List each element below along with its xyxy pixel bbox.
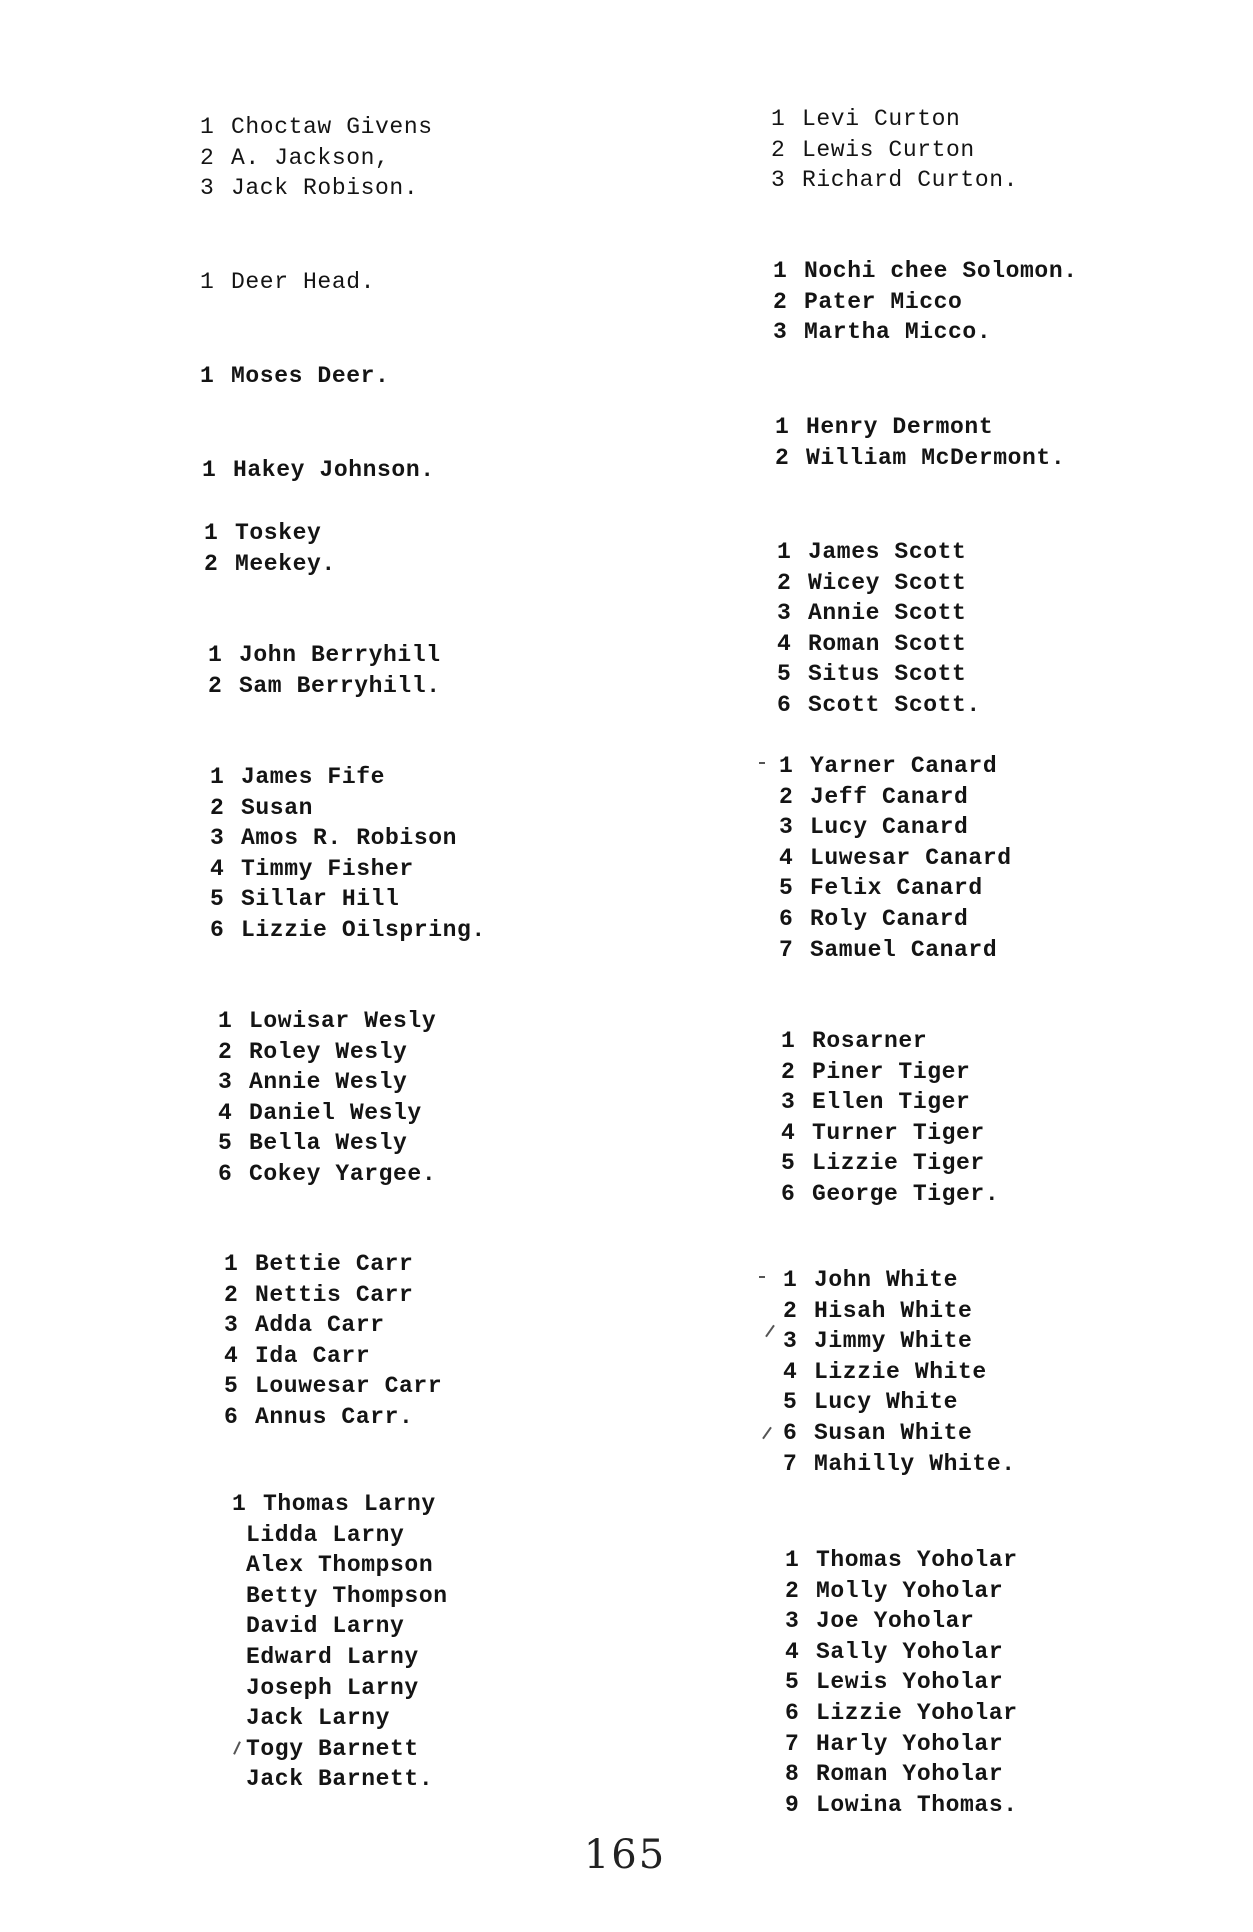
entry-number: 1: [785, 1547, 800, 1573]
entry-number: 1: [200, 114, 215, 140]
entry-name: Sally Yoholar: [816, 1638, 1004, 1665]
entry-name: Samuel Canard: [810, 936, 998, 963]
name-entry: [777, 690, 981, 721]
entry-name: Lucy White: [814, 1389, 959, 1416]
entry-number: 3: [777, 600, 792, 627]
entry-number: 2: [777, 569, 792, 596]
entry-number: 7: [779, 936, 794, 963]
entry-name: Togy Barnett: [246, 1735, 419, 1762]
entry-name: Alex Thompson: [246, 1552, 434, 1579]
entry-name: James Fife: [241, 764, 386, 790]
entry-number: 5: [783, 1389, 798, 1416]
entry-number: 3: [200, 175, 215, 202]
entry-number: 5: [224, 1373, 239, 1400]
name-group: [773, 256, 1078, 348]
entry-number: 3: [785, 1608, 800, 1635]
name-entry: [781, 1057, 999, 1088]
entry-name: Rosarner: [812, 1028, 928, 1054]
entry-number: 3: [771, 167, 786, 194]
entry-name: Lowisar Wesly: [249, 1008, 437, 1034]
name-group: [771, 104, 1018, 196]
name-entry: [781, 1087, 999, 1118]
entry-number: 5: [218, 1130, 233, 1157]
entry-name: Harly Yoholar: [816, 1730, 1004, 1757]
entry-name: Choctaw Givens: [231, 114, 433, 140]
entry-name: Ida Carr: [255, 1342, 371, 1369]
entry-number: 2: [224, 1281, 239, 1308]
entry-name: Edward Larny: [246, 1643, 419, 1670]
name-entry: [781, 1148, 999, 1179]
entry-name: Joseph Larny: [246, 1674, 419, 1701]
entry-name: Lewis Curton: [802, 136, 975, 163]
entry-number: 7: [785, 1730, 800, 1757]
entry-number: 1: [232, 1491, 247, 1517]
entry-name: Turner Tiger: [812, 1119, 985, 1146]
entry-name: Wicey Scott: [808, 569, 967, 596]
name-entry: [781, 1179, 999, 1210]
entry-name: David Larny: [246, 1613, 405, 1640]
check-mark: [759, 762, 765, 764]
entry-number: 4: [210, 855, 225, 882]
name-entry: [771, 165, 1018, 196]
entry-name: Daniel Wesly: [249, 1099, 422, 1126]
entry-name: Annie Scott: [808, 600, 967, 627]
name-entry: [775, 443, 1065, 474]
entry-number: 8: [785, 1761, 800, 1788]
entry-name: Deer Head.: [231, 269, 376, 295]
entry-name: Scott Scott.: [808, 691, 981, 718]
entry-name: Thomas Larny: [263, 1491, 436, 1517]
entry-name: Pater Micco: [804, 288, 963, 315]
entry-name: Jimmy White: [814, 1328, 973, 1355]
entry-name: Louwesar Carr: [255, 1373, 443, 1400]
entry-number: 6: [218, 1160, 233, 1187]
name-entry: [779, 904, 1012, 935]
entry-number: 3: [783, 1328, 798, 1355]
entry-name: Bettie Carr: [255, 1251, 414, 1277]
entry-number: 5: [210, 886, 225, 913]
entry-name: Sam Berryhill.: [239, 672, 441, 699]
entry-number: 3: [781, 1089, 796, 1116]
entry-name: Moses Deer.: [231, 363, 390, 389]
entry-number: 2: [200, 144, 215, 171]
entry-number: 1: [210, 764, 225, 790]
name-entry: [785, 1545, 1018, 1576]
entry-number: 2: [218, 1038, 233, 1065]
entry-name: Piner Tiger: [812, 1058, 971, 1085]
name-group: [785, 1545, 1018, 1820]
entry-name: Roman Scott: [808, 630, 967, 657]
entry-name: Annie Wesly: [249, 1069, 408, 1096]
name-entry: [785, 1729, 1018, 1760]
entry-number: 1: [781, 1028, 796, 1054]
entry-name: Hisah White: [814, 1297, 973, 1324]
entry-name: Jeff Canard: [810, 783, 969, 810]
entry-number: 2: [781, 1058, 796, 1085]
entry-name: Richard Curton.: [802, 167, 1019, 194]
name-entry: [777, 659, 981, 690]
entry-number: 1: [200, 269, 215, 295]
name-entry: [785, 1576, 1018, 1607]
entry-number: 1: [202, 457, 217, 483]
entry-name: Felix Canard: [810, 875, 983, 902]
entry-name: A. Jackson,: [231, 144, 390, 171]
entry-name: Amos R. Robison: [241, 825, 458, 852]
entry-name: John White: [814, 1267, 959, 1293]
name-entry: [785, 1759, 1018, 1790]
entry-number: 6: [224, 1403, 239, 1430]
entry-number: 4: [781, 1119, 796, 1146]
name-entry: [781, 1026, 999, 1057]
name-entry: [779, 843, 1012, 874]
entry-number: 2: [771, 136, 786, 163]
entry-number: 4: [785, 1638, 800, 1665]
entry-number: 3: [218, 1069, 233, 1096]
name-entry: [779, 751, 1012, 782]
entry-number: 6: [785, 1699, 800, 1726]
entry-number: 5: [777, 661, 792, 688]
name-entry: [785, 1637, 1018, 1668]
entry-name: Lowina Thomas.: [816, 1791, 1018, 1818]
entry-number: 9: [785, 1791, 800, 1818]
entry-name: Hakey Johnson.: [233, 457, 435, 483]
entry-number: 4: [777, 630, 792, 657]
name-entry: [783, 1265, 1016, 1296]
entry-name: William McDermont.: [806, 444, 1066, 471]
entry-name: Luwesar Canard: [810, 844, 1012, 871]
entry-number: 1: [218, 1008, 233, 1034]
entry-number: 6: [210, 916, 225, 943]
entry-name: George Tiger.: [812, 1180, 1000, 1207]
entry-number: 6: [783, 1419, 798, 1446]
entry-number: 1: [200, 363, 215, 389]
name-entry: [779, 873, 1012, 904]
entry-name: Lidda Larny: [246, 1521, 405, 1548]
name-entry: [773, 287, 1078, 318]
entry-number: 5: [781, 1150, 796, 1177]
name-entry: [783, 1449, 1016, 1480]
entry-number: 2: [779, 783, 794, 810]
entry-number: 1: [208, 642, 223, 668]
name-entry: [777, 568, 981, 599]
entry-number: 1: [771, 106, 786, 132]
name-entry: [777, 629, 981, 660]
entry-name: Timmy Fisher: [241, 855, 414, 882]
entry-name: Lizzie Yoholar: [816, 1699, 1018, 1726]
entry-name: Martha Micco.: [804, 319, 992, 346]
name-entry: [779, 935, 1012, 966]
entry-number: 2: [785, 1577, 800, 1604]
name-entry: [771, 104, 1018, 135]
entry-name: Susan White: [814, 1419, 973, 1446]
entry-name: Lucy Canard: [810, 814, 969, 841]
entry-name: John Berryhill: [239, 642, 441, 668]
entry-name: Meekey.: [235, 550, 336, 577]
entry-number: 2: [208, 672, 223, 699]
entry-name: Roly Canard: [810, 905, 969, 932]
entry-name: Thomas Yoholar: [816, 1547, 1018, 1573]
name-entry: [773, 256, 1078, 287]
entry-name: Lizzie Oilspring.: [241, 916, 486, 943]
entry-name: Sillar Hill: [241, 886, 400, 913]
name-group: [783, 1265, 1016, 1479]
entry-number: 4: [224, 1342, 239, 1369]
name-entry: [783, 1387, 1016, 1418]
name-entry: [785, 1606, 1018, 1637]
name-group: [781, 1026, 999, 1210]
entry-name: James Scott: [808, 539, 967, 565]
entry-name: Levi Curton: [802, 106, 961, 132]
name-entry: [785, 1790, 1018, 1821]
name-entry: [779, 782, 1012, 813]
entry-number: 6: [779, 905, 794, 932]
entry-name: Nettis Carr: [255, 1281, 414, 1308]
entry-number: 1: [204, 520, 219, 546]
entry-name: Bella Wesly: [249, 1130, 408, 1157]
entry-number: 5: [779, 875, 794, 902]
entry-name: Situs Scott: [808, 661, 967, 688]
entry-number: 7: [783, 1450, 798, 1477]
check-mark: [759, 1276, 765, 1278]
entry-name: Betty Thompson: [246, 1582, 448, 1609]
name-group: [777, 537, 981, 721]
entry-name: Nochi chee Solomon.: [804, 258, 1078, 284]
entry-name: Mahilly White.: [814, 1450, 1016, 1477]
entry-name: Toskey: [235, 520, 322, 546]
entry-name: Jack Larny: [246, 1705, 391, 1732]
entry-name: Lizzie White: [814, 1358, 987, 1385]
name-entry: [783, 1357, 1016, 1388]
entry-number: 3: [224, 1312, 239, 1339]
entry-name: Adda Carr: [255, 1312, 385, 1339]
entry-number: 4: [779, 844, 794, 871]
entry-name: Yarner Canard: [810, 753, 998, 779]
entry-name: Joe Yoholar: [816, 1608, 975, 1635]
entry-name: Henry Dermont: [806, 414, 994, 440]
entry-name: Lizzie Tiger: [812, 1150, 985, 1177]
name-entry: [775, 412, 1065, 443]
entry-name: Molly Yoholar: [816, 1577, 1004, 1604]
entry-number: 1: [779, 753, 794, 779]
name-entry: [783, 1296, 1016, 1327]
name-entry: [777, 537, 981, 568]
entry-number: 2: [783, 1297, 798, 1324]
name-entry: [783, 1326, 1016, 1357]
entry-number: 4: [218, 1099, 233, 1126]
name-entry: [779, 812, 1012, 843]
entry-number: 1: [775, 414, 790, 440]
entry-number: 4: [783, 1358, 798, 1385]
entry-number: 6: [777, 691, 792, 718]
entry-number: 2: [210, 794, 225, 821]
entry-name: Lewis Yoholar: [816, 1669, 1004, 1696]
entry-name: Susan: [241, 794, 314, 821]
entry-name: Annus Carr.: [255, 1403, 414, 1430]
entry-name: Roley Wesly: [249, 1038, 408, 1065]
entry-number: 1: [773, 258, 788, 284]
name-entry: [771, 135, 1018, 166]
entry-number: 2: [773, 288, 788, 315]
entry-number: 1: [777, 539, 792, 565]
entry-number: 3: [210, 825, 225, 852]
name-entry: [773, 317, 1078, 348]
entry-name: Jack Robison.: [231, 175, 419, 202]
entry-number: 5: [785, 1669, 800, 1696]
entry-name: Ellen Tiger: [812, 1089, 971, 1116]
name-group: [775, 412, 1065, 473]
name-entry: [783, 1418, 1016, 1449]
entry-number: 3: [779, 814, 794, 841]
entry-name: Roman Yoholar: [816, 1761, 1004, 1788]
name-entry: [785, 1667, 1018, 1698]
page-number: 165: [583, 1832, 667, 1878]
entry-name: Cokey Yargee.: [249, 1160, 437, 1187]
name-entry: [777, 598, 981, 629]
name-group: [779, 751, 1012, 965]
entry-number: 2: [775, 444, 790, 471]
name-entry: [781, 1118, 999, 1149]
entry-name: Jack Barnett.: [246, 1766, 434, 1793]
entry-number: 6: [781, 1180, 796, 1207]
entry-number: 1: [783, 1267, 798, 1293]
name-entry: [785, 1698, 1018, 1729]
entry-number: 2: [204, 550, 219, 577]
entry-number: 1: [224, 1251, 239, 1277]
entry-number: 3: [773, 319, 788, 346]
